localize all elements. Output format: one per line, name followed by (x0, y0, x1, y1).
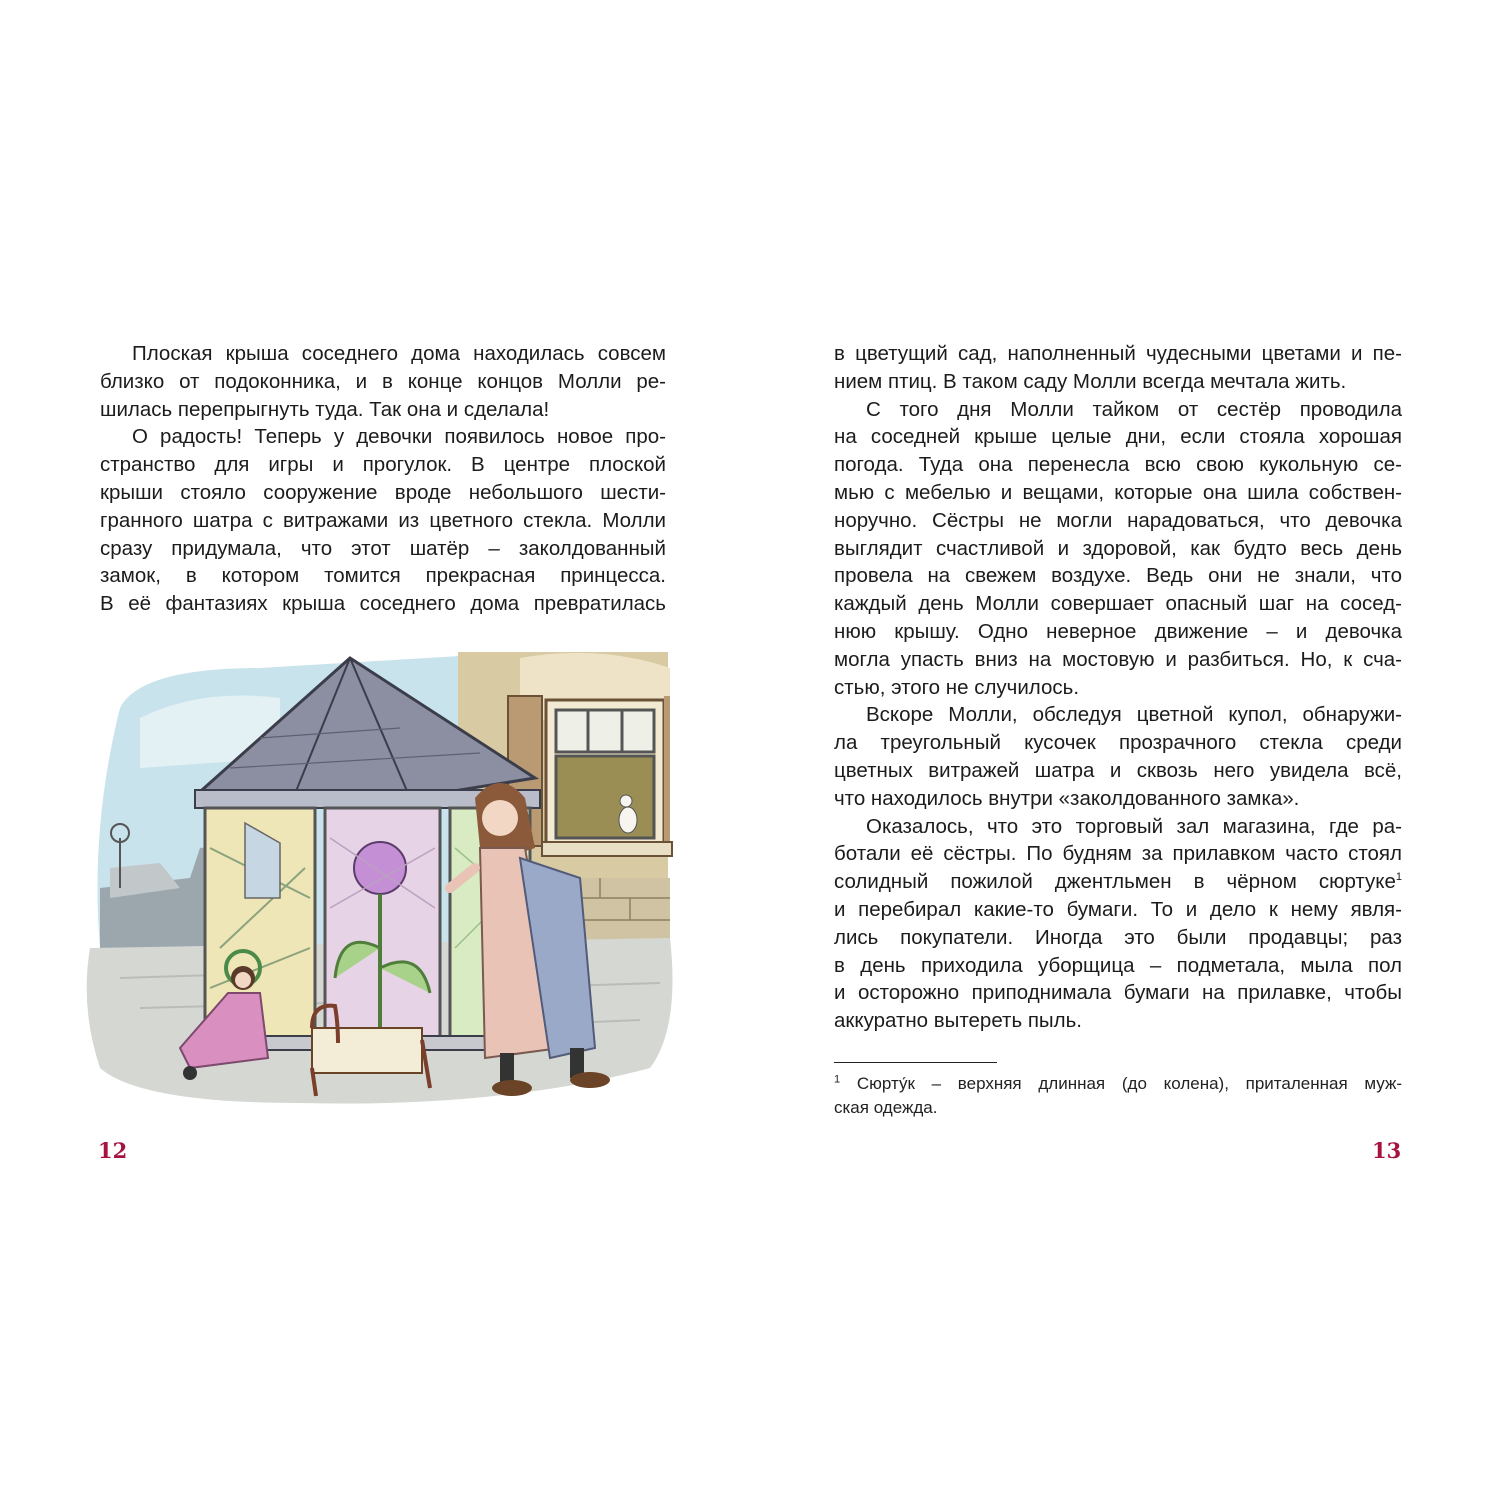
right-page-text (834, 340, 1402, 1035)
text-line: Плоская крыша соседнего дома находилась совсем (132, 342, 666, 365)
text-line: сразу придумала, что этот шатёр – заколдованный (100, 536, 666, 560)
text-line: Оказалось, что это торговый зал магазина, где ра- (866, 814, 1402, 838)
text-line: и осторожно приподнимала бумаги на прилавке, чтобы (834, 981, 1402, 1005)
text-line-with-footnote (834, 868, 1402, 896)
footnote-reference: 1 (1395, 871, 1402, 884)
text-line: нием птиц. В таком саду Молли всегда мечтала жить. (834, 369, 1347, 393)
footnote-text: Сюрту́к – верхняя длинная (до колена), приталенная муж- (856, 1074, 1402, 1093)
text-line: крыши стояло сооружение вроде небольшого шести- (100, 480, 666, 504)
illustration-gazebo (80, 648, 680, 1113)
text-line: В её фантазиях крыша соседнего дома превратилась (100, 592, 666, 616)
text-line: С того дня Молли тайком от сестёр проводила (866, 397, 1402, 421)
text-line: могла упасть вниз на мостовую и разбиться. Но, к сча- (834, 647, 1402, 671)
page-number: 13 (1372, 1138, 1402, 1163)
text-line: странство для игры и прогулок. В центре плоской (100, 453, 666, 477)
left-page-text (100, 340, 666, 618)
text-line: провела на свежем воздухе. Ведь они не знали, что (834, 564, 1402, 588)
text-line: цветных витражей шатра и сквозь него увидела всё, (834, 758, 1402, 782)
text-line: в цветущий сад, наполненный чудесными цветами и пе- (834, 342, 1402, 365)
text-line: лись покупатели. Иногда это были продавцы; раз (834, 925, 1402, 949)
right-page (750, 0, 1500, 1500)
footnote-line: ская одежда. (834, 1098, 938, 1117)
footnote (834, 1072, 1402, 1120)
text-line: выглядит счастливой и здоровой, как будто весь день (834, 536, 1402, 560)
text-line: аккуратно вытереть пыль. (834, 1009, 1082, 1033)
text-line: стью, этого не случилось. (834, 675, 1080, 699)
text-fragment: солидный пожилой джентльмен в чёрном сюртуке (834, 870, 1396, 894)
text-line: каждый день Молли совершает опасный шаг на сосед- (834, 592, 1402, 616)
footnote-divider (834, 1062, 997, 1063)
text-line: норучно. Сёстры не могли нарадоваться, что девочка (834, 508, 1402, 532)
footnote-mark: 1 (834, 1073, 841, 1086)
footnote-line (834, 1072, 1402, 1096)
text-line: в день приходила уборщица – подметала, мыла пол (834, 953, 1402, 977)
text-line: ботали её сёстры. По будням за прилавком часто стоял (834, 842, 1402, 866)
text-line: погода. Туда она перенесла всю свою кукольную се- (834, 453, 1402, 477)
text-line: гранного шатра с витражами из цветного стекла. Молли (100, 508, 666, 532)
text-line: шилась перепрыгнуть туда. Так она и сделала! (100, 397, 550, 421)
text-line: ла треугольный кусочек прозрачного стекла среди (834, 731, 1402, 755)
text-line: О радость! Теперь у девочки появилось новое про- (132, 425, 666, 449)
text-line: что находилось внутри «заколдованного замка». (834, 786, 1300, 810)
text-line: на соседней крыше целые дни, если стояла хорошая (834, 425, 1402, 449)
text-line: мью с мебелью и вещами, которые она шила собствен- (834, 480, 1402, 504)
text-line: замок, в котором томится прекрасная принцесса. (100, 564, 666, 588)
text-line: и перебирал какие-то бумаги. То и дело к нему явля- (834, 897, 1402, 921)
page-number: 12 (98, 1138, 128, 1163)
text-line: нюю крышу. Одно неверное движение – и девочка (834, 619, 1402, 643)
text-line: близко от подоконника, и в конце концов Молли ре- (100, 369, 666, 393)
text-line: Вскоре Молли, обследуя цветной купол, обнаружи- (866, 703, 1402, 727)
